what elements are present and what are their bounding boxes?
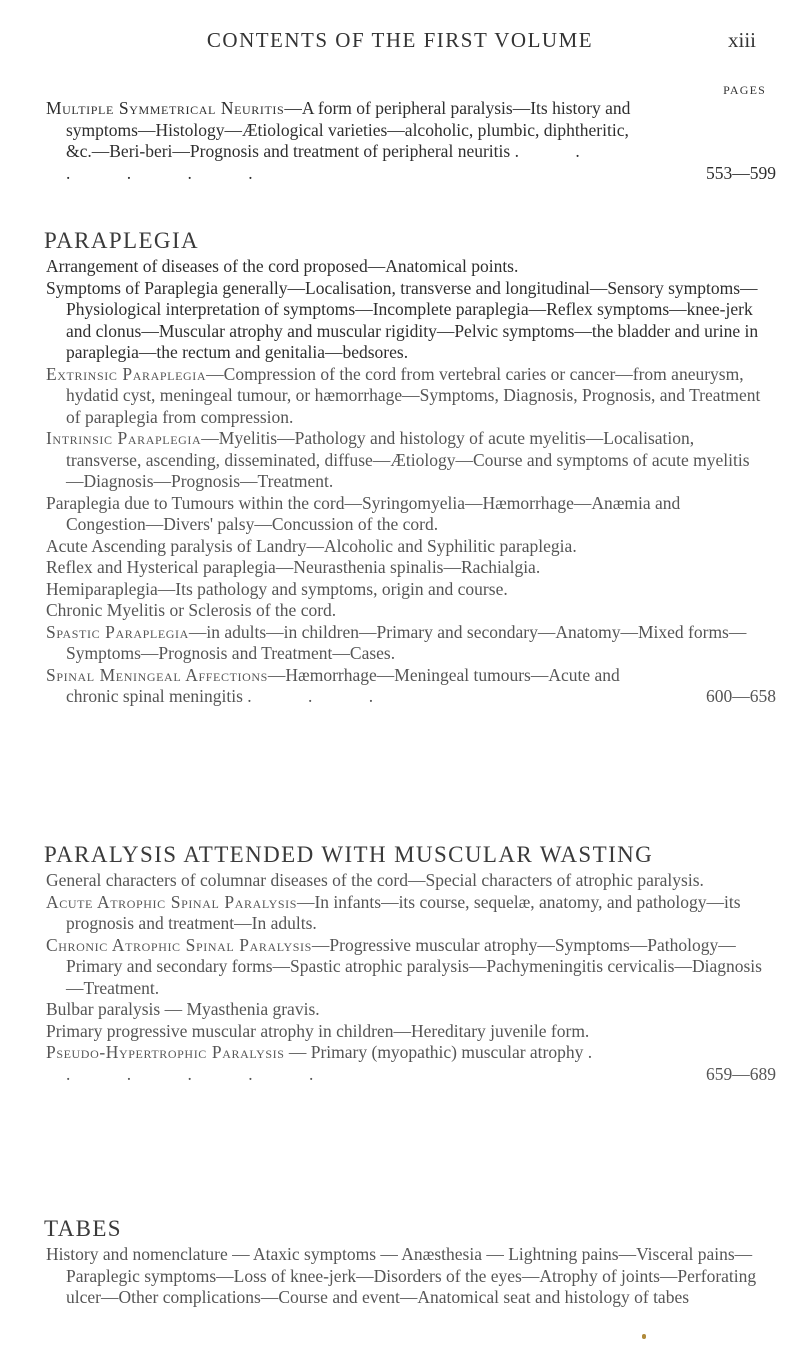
page-number: xiii — [727, 28, 756, 52]
section-wasting — [46, 870, 776, 1085]
paragraph: General characters of columnar diseases of the cord—Special characters of atrophic paralysis. — [46, 870, 704, 890]
paragraph-text: —Progressive muscular atrophy—Symptoms—Pathology—Primary and secondary forms—Spastic atrophic paralysis—Pachymeningitis cervicalis—Diagnosis—Treatment. — [66, 934, 762, 998]
paragraph-lead: Acute Atrophic Spinal Paralysis — [46, 891, 297, 912]
page-range: 553—599 — [706, 162, 776, 183]
paragraph — [46, 364, 762, 429]
paragraph: Chronic Myelitis or Sclerosis of the cord. — [46, 600, 337, 620]
section-heading-tabes: TABES — [44, 1216, 122, 1241]
section-heading-wasting: PARALYSIS ATTENDED WITH MUSCULAR WASTING — [44, 842, 654, 867]
leader-dots: . . . — [247, 686, 400, 706]
paragraph — [46, 1042, 776, 1085]
paragraph: Symptoms of Paraplegia generally—Localisation, transverse and longitudinal—Sensory symptoms—Physiological interpretation of symptoms—Incomplete paraplegia—Reflex symptoms—knee-jerk and clonus—Muscular atrophy and muscular rigidity—Pelvic symptoms—the bladder and urine in paraplegia—the rectum and genitalia—bedsores. — [46, 277, 759, 362]
paragraph-text: —Hæmorrhage—Meningeal tumours—Acute and chronic spinal meningitis — [66, 664, 620, 706]
page-range: 659—689 — [706, 1063, 776, 1084]
pages-column-label: PAGES — [723, 83, 766, 97]
paragraph — [46, 428, 762, 493]
paragraph: Bulbar paralysis — Myasthenia gravis. — [46, 999, 320, 1019]
paragraph: Hemiparaplegia—Its pathology and symptoms, origin and course. — [46, 578, 508, 599]
paragraph — [46, 892, 762, 935]
paragraph-lead: Spastic Paraplegia — [46, 621, 189, 642]
paragraph: Arrangement of diseases of the cord proposed—Anatomical points. — [46, 256, 519, 276]
leader-dots: . . . . . . — [66, 1042, 619, 1084]
leader-dots: . . . . . . — [66, 141, 606, 183]
entry-text — [46, 98, 776, 184]
paragraph: History and nomenclature — Ataxic symptoms — Anæsthesia — Lightning pains—Visceral pains—Paraplegic symptoms—Loss of knee-jerk—Disorders of the eyes—Atrophy of joints—Perforating ulcer—Other complications—Course and event—Anatomical seat and histology of tabes — [46, 1244, 757, 1307]
page-range: 600—658 — [706, 686, 776, 706]
section-tabes — [46, 1244, 762, 1309]
entry-multiple-neuritis — [46, 98, 776, 184]
running-title: CONTENTS OF THE FIRST VOLUME — [206, 28, 594, 52]
paragraph-text: —Myelitis—Pathology and histology of acute myelitis—Localisation, transverse, ascending, disseminated, diffuse—Ætiology—Course and symptoms of acute myelitis—Diagnosis—Prognosis—Treatment. — [66, 428, 750, 491]
paragraph-lead: Extrinsic Paraplegia — [46, 363, 207, 384]
paper-speck — [642, 1334, 646, 1339]
paragraph-text: —In infants—its course, sequelæ, anatomy, and pathology—its prognosis and treatment—In adults. — [66, 891, 741, 933]
paragraph-lead: Intrinsic Paraplegia — [46, 428, 202, 448]
paragraph-text: —in adults—in children—Primary and secondary—Anatomy—Mixed forms—Symptoms—Prognosis and Treatment—Cases. — [66, 621, 747, 663]
entry-description: —A form of peripheral paralysis—Its history and symptoms—Histology—Ætiological varieties—alcoholic, plumbic, diphtheritic, &c.—Beri-beri—Prognosis and treatment of peripheral neuritis — [66, 98, 631, 161]
paragraph — [46, 935, 762, 1000]
paragraph — [46, 622, 762, 665]
paragraph: Acute Ascending paralysis of Landry—Alcoholic and Syphilitic paraplegia. — [46, 535, 577, 556]
paragraph-lead: Pseudo-Hypertrophic Paralysis — [46, 1042, 285, 1062]
paragraph-lead: Spinal Meningeal Affections — [46, 664, 268, 685]
entry-title: Multiple Symmetrical Neuritis — [46, 98, 285, 118]
paragraph: Reflex and Hysterical paraplegia—Neurasthenia spinalis—Rachialgia. — [46, 557, 541, 577]
section-heading-paraplegia: PARAPLEGIA — [44, 228, 200, 253]
paragraph-lead: Chronic Atrophic Spinal Paralysis — [46, 934, 312, 955]
paragraph-text: — Primary (myopathic) muscular atrophy — [284, 1042, 584, 1062]
paragraph: Primary progressive muscular atrophy in children—Hereditary juvenile form. — [46, 1020, 590, 1041]
paragraph-text: —Compression of the cord from vertebral caries or cancer—from aneurysm, hydatid cyst, meningeal tumour, or hæmorrhage—Symptoms, Diagnosis, Prognosis, and Treatment of paraplegia from compression. — [66, 363, 761, 427]
paragraph: Paraplegia due to Tumours within the cord—Syringomyelia—Hæmorrhage—Anæmia and Congestion—Divers' palsy—Concussion of the cord. — [46, 492, 681, 534]
running-head — [0, 22, 800, 62]
paragraph — [46, 664, 776, 708]
section-paraplegia — [46, 256, 776, 708]
